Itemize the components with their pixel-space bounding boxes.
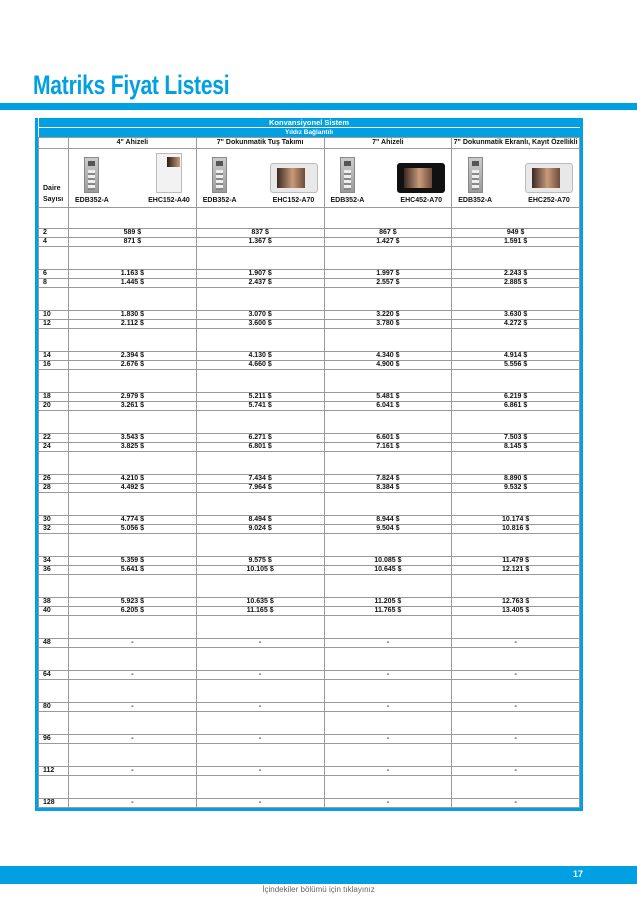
empty-cell — [196, 247, 324, 270]
empty-cell — [39, 680, 69, 703]
door-panel-image — [340, 157, 355, 193]
price-cell: 4.492 $ — [69, 484, 197, 493]
empty-cell — [196, 452, 324, 475]
empty-cell — [69, 680, 197, 703]
price-cell: - — [69, 703, 197, 712]
price-cell: - — [452, 703, 580, 712]
price-cell: 2.979 $ — [69, 393, 197, 402]
empty-cell — [39, 370, 69, 393]
empty-cell — [69, 329, 197, 352]
spacer-row — [39, 776, 580, 799]
unit-count: 48 — [39, 639, 69, 648]
price-cell: 7.964 $ — [196, 484, 324, 493]
monitor-image — [397, 163, 445, 193]
empty-cell — [452, 575, 580, 598]
price-cell: - — [324, 703, 452, 712]
price-cell: - — [69, 639, 197, 648]
spacer-row — [39, 247, 580, 270]
spacer-row — [39, 575, 580, 598]
table-row — [39, 320, 580, 329]
price-cell: - — [452, 671, 580, 680]
price-cell: 10.174 $ — [452, 516, 580, 525]
price-cell: 3.261 $ — [69, 402, 197, 411]
price-cell: 4.130 $ — [196, 352, 324, 361]
empty-cell — [324, 575, 452, 598]
row-header — [39, 149, 69, 208]
price-cell: 3.630 $ — [452, 311, 580, 320]
empty-cell — [452, 776, 580, 799]
price-cell: 2.112 $ — [69, 320, 197, 329]
price-cell: - — [69, 799, 197, 808]
unit-count: 2 — [39, 229, 69, 238]
price-cell: - — [452, 735, 580, 744]
empty-cell — [39, 247, 69, 270]
unit-count: 18 — [39, 393, 69, 402]
price-cell: 5.056 $ — [69, 525, 197, 534]
unit-count: 34 — [39, 557, 69, 566]
empty-cell — [324, 411, 452, 434]
empty-cell — [196, 493, 324, 516]
price-cell: 6.219 $ — [452, 393, 580, 402]
unit-count: 12 — [39, 320, 69, 329]
product-code: EDB352-A — [330, 197, 365, 204]
price-cell: 7.434 $ — [196, 475, 324, 484]
price-cell: - — [324, 671, 452, 680]
price-cell: 3.543 $ — [69, 434, 197, 443]
unit-count: 112 — [39, 767, 69, 776]
product-code: EDB352-A — [202, 197, 237, 204]
empty-cell — [324, 247, 452, 270]
empty-cell — [324, 288, 452, 311]
empty-cell — [196, 744, 324, 767]
price-cell: - — [324, 799, 452, 808]
door-panel-image — [84, 157, 99, 193]
empty-cell — [69, 411, 197, 434]
unit-count: 8 — [39, 279, 69, 288]
empty-cell — [196, 208, 324, 229]
spacer-row — [39, 534, 580, 557]
spacer-row — [39, 648, 580, 671]
unit-count: 30 — [39, 516, 69, 525]
empty-cell — [324, 648, 452, 671]
price-cell: - — [196, 799, 324, 808]
price-cell: 5.481 $ — [324, 393, 452, 402]
price-cell: 12.121 $ — [452, 566, 580, 575]
empty-cell — [452, 616, 580, 639]
empty-cell — [69, 776, 197, 799]
empty-cell — [196, 370, 324, 393]
price-cell: - — [196, 639, 324, 648]
empty-cell — [324, 370, 452, 393]
table-row — [39, 566, 580, 575]
price-cell: 4.900 $ — [324, 361, 452, 370]
toc-link[interactable]: İçindekiler bölümü için tıklayınız — [262, 885, 375, 894]
empty-cell — [196, 648, 324, 671]
table-row — [39, 475, 580, 484]
monitor-image — [270, 163, 318, 193]
empty-cell — [452, 370, 580, 393]
price-cell: - — [324, 639, 452, 648]
price-cell: 2.243 $ — [452, 270, 580, 279]
price-cell: 6.205 $ — [69, 607, 197, 616]
empty-cell — [324, 329, 452, 352]
empty-cell — [69, 208, 197, 229]
price-cell: 949 $ — [452, 229, 580, 238]
unit-count: 6 — [39, 270, 69, 279]
price-cell: 4.660 $ — [196, 361, 324, 370]
empty-cell — [69, 247, 197, 270]
price-cell: 1.367 $ — [196, 238, 324, 247]
price-cell: 11.165 $ — [196, 607, 324, 616]
corner-cell — [39, 138, 69, 149]
price-cell: 9.504 $ — [324, 525, 452, 534]
price-cell: 6.861 $ — [452, 402, 580, 411]
price-cell: - — [452, 767, 580, 776]
empty-cell — [324, 534, 452, 557]
table-row — [39, 229, 580, 238]
empty-cell — [39, 329, 69, 352]
price-cell: 1.830 $ — [69, 311, 197, 320]
price-cell: 589 $ — [69, 229, 197, 238]
price-cell: 5.741 $ — [196, 402, 324, 411]
empty-cell — [324, 712, 452, 735]
price-cell: 9.024 $ — [196, 525, 324, 534]
empty-cell — [452, 247, 580, 270]
empty-cell — [324, 493, 452, 516]
price-cell: - — [69, 767, 197, 776]
spacer-row — [39, 208, 580, 229]
empty-cell — [39, 712, 69, 735]
page-number: 17 — [572, 869, 583, 879]
price-cell: 4.774 $ — [69, 516, 197, 525]
table-row — [39, 671, 580, 680]
price-cell: 2.557 $ — [324, 279, 452, 288]
empty-cell — [452, 208, 580, 229]
table-row — [39, 311, 580, 320]
price-cell: 1.907 $ — [196, 270, 324, 279]
product-code: EHC152-A70 — [272, 197, 315, 204]
spacer-row — [39, 452, 580, 475]
product-code: EHC452-A70 — [400, 197, 443, 204]
price-cell: 1.163 $ — [69, 270, 197, 279]
price-cell: 10.105 $ — [196, 566, 324, 575]
row-header-line1: Daire — [43, 185, 61, 192]
empty-cell — [39, 648, 69, 671]
price-cell: 1.427 $ — [324, 238, 452, 247]
spacer-row — [39, 370, 580, 393]
price-cell: 5.359 $ — [69, 557, 197, 566]
handset-monitor-image — [156, 153, 182, 193]
price-cell: - — [324, 735, 452, 744]
unit-count: 26 — [39, 475, 69, 484]
unit-count: 28 — [39, 484, 69, 493]
price-cell: 11.765 $ — [324, 607, 452, 616]
unit-count: 22 — [39, 434, 69, 443]
table-row — [39, 598, 580, 607]
spacer-row — [39, 712, 580, 735]
price-cell: - — [196, 671, 324, 680]
price-cell: - — [196, 703, 324, 712]
empty-cell — [196, 329, 324, 352]
price-cell: 13.405 $ — [452, 607, 580, 616]
price-cell: 4.210 $ — [69, 475, 197, 484]
row-header-line2: Sayısı — [43, 196, 64, 203]
unit-count: 20 — [39, 402, 69, 411]
empty-cell — [452, 411, 580, 434]
empty-cell — [39, 776, 69, 799]
price-cell: 8.145 $ — [452, 443, 580, 452]
unit-count: 10 — [39, 311, 69, 320]
unit-count: 64 — [39, 671, 69, 680]
table-row — [39, 703, 580, 712]
empty-cell — [196, 575, 324, 598]
price-cell: 8.494 $ — [196, 516, 324, 525]
table-row — [39, 393, 580, 402]
unit-count: 128 — [39, 799, 69, 808]
unit-count: 14 — [39, 352, 69, 361]
unit-count: 4 — [39, 238, 69, 247]
empty-cell — [39, 493, 69, 516]
price-cell: 7.824 $ — [324, 475, 452, 484]
price-cell: 10.816 $ — [452, 525, 580, 534]
empty-cell — [324, 680, 452, 703]
table-row — [39, 639, 580, 648]
empty-cell — [324, 208, 452, 229]
bottom-bar — [0, 866, 637, 884]
price-cell: 5.641 $ — [69, 566, 197, 575]
empty-cell — [69, 744, 197, 767]
table-row — [39, 402, 580, 411]
price-cell: 2.676 $ — [69, 361, 197, 370]
price-cell: 837 $ — [196, 229, 324, 238]
table-row — [39, 443, 580, 452]
table-row — [39, 279, 580, 288]
door-panel-image — [468, 157, 483, 193]
empty-cell — [452, 493, 580, 516]
price-cell: 5.923 $ — [69, 598, 197, 607]
price-cell: 1.591 $ — [452, 238, 580, 247]
table-row — [39, 799, 580, 808]
empty-cell — [324, 616, 452, 639]
price-cell: 12.763 $ — [452, 598, 580, 607]
unit-count: 36 — [39, 566, 69, 575]
price-cell: 5.211 $ — [196, 393, 324, 402]
empty-cell — [452, 712, 580, 735]
price-cell: 3.600 $ — [196, 320, 324, 329]
empty-cell — [324, 744, 452, 767]
price-cell: 8.890 $ — [452, 475, 580, 484]
table-row — [39, 238, 580, 247]
product-code: EHC252-A70 — [528, 197, 570, 204]
door-panel-image — [212, 157, 227, 193]
empty-cell — [196, 680, 324, 703]
spacer-row — [39, 288, 580, 311]
empty-cell — [69, 648, 197, 671]
system-header: Konvansiyonel Sistem — [39, 118, 580, 128]
price-cell: 11.479 $ — [452, 557, 580, 566]
price-cell: 8.384 $ — [324, 484, 452, 493]
price-cell: 7.503 $ — [452, 434, 580, 443]
empty-cell — [69, 616, 197, 639]
table-row — [39, 735, 580, 744]
price-cell: 1.997 $ — [324, 270, 452, 279]
product-code: EDB352-A — [458, 197, 493, 204]
empty-cell — [39, 616, 69, 639]
price-cell: 6.041 $ — [324, 402, 452, 411]
table-row — [39, 767, 580, 776]
empty-cell — [196, 712, 324, 735]
price-cell: - — [69, 671, 197, 680]
unit-count: 16 — [39, 361, 69, 370]
empty-cell — [196, 288, 324, 311]
price-cell: 3.220 $ — [324, 311, 452, 320]
group-header: 4" Ahizeli — [69, 138, 197, 149]
empty-cell — [39, 575, 69, 598]
empty-cell — [69, 452, 197, 475]
unit-count: 80 — [39, 703, 69, 712]
price-cell: 871 $ — [69, 238, 197, 247]
price-cell: 10.635 $ — [196, 598, 324, 607]
spacer-row — [39, 680, 580, 703]
empty-cell — [69, 493, 197, 516]
empty-cell — [39, 452, 69, 475]
empty-cell — [39, 744, 69, 767]
monitor-image — [525, 163, 573, 193]
empty-cell — [196, 534, 324, 557]
price-cell: 2.885 $ — [452, 279, 580, 288]
product-code: EDB352-A — [75, 197, 109, 204]
top-accent-bar — [0, 103, 637, 110]
empty-cell — [69, 534, 197, 557]
price-cell: 7.161 $ — [324, 443, 452, 452]
empty-cell — [69, 575, 197, 598]
price-cell: 2.394 $ — [69, 352, 197, 361]
price-cell: - — [196, 735, 324, 744]
group-header: 7" Dokunmatik Ekranlı, Kayıt Özellikli — [452, 138, 580, 149]
table-row — [39, 484, 580, 493]
price-cell: 4.340 $ — [324, 352, 452, 361]
unit-count: 40 — [39, 607, 69, 616]
price-table — [35, 118, 583, 811]
price-cell: 9.575 $ — [196, 557, 324, 566]
empty-cell — [39, 411, 69, 434]
table-row — [39, 361, 580, 370]
empty-cell — [452, 680, 580, 703]
price-cell: - — [69, 735, 197, 744]
table-row — [39, 607, 580, 616]
price-cell: - — [452, 799, 580, 808]
page-title: Matriks Fiyat Listesi — [33, 70, 230, 100]
empty-cell — [452, 534, 580, 557]
price-cell: 6.801 $ — [196, 443, 324, 452]
group-header: 7" Dokunmatik Tuş Takımı — [196, 138, 324, 149]
table-row — [39, 352, 580, 361]
empty-cell — [452, 288, 580, 311]
unit-count: 38 — [39, 598, 69, 607]
price-cell: 6.271 $ — [196, 434, 324, 443]
spacer-row — [39, 329, 580, 352]
price-cell: - — [324, 767, 452, 776]
price-cell: 2.437 $ — [196, 279, 324, 288]
empty-cell — [39, 208, 69, 229]
empty-cell — [69, 288, 197, 311]
price-cell: 10.645 $ — [324, 566, 452, 575]
price-cell: 8.944 $ — [324, 516, 452, 525]
empty-cell — [452, 744, 580, 767]
product-code: EHC152-A40 — [148, 197, 190, 204]
table-row — [39, 434, 580, 443]
spacer-row — [39, 616, 580, 639]
spacer-row — [39, 744, 580, 767]
price-cell: 3.825 $ — [69, 443, 197, 452]
empty-cell — [196, 411, 324, 434]
table-row — [39, 516, 580, 525]
empty-cell — [452, 648, 580, 671]
price-cell: 9.532 $ — [452, 484, 580, 493]
connection-header: Yıldız Bağlantılı — [39, 128, 580, 138]
empty-cell — [452, 452, 580, 475]
price-cell: 10.085 $ — [324, 557, 452, 566]
price-cell: - — [452, 639, 580, 648]
price-cell: 11.205 $ — [324, 598, 452, 607]
price-cell: 6.601 $ — [324, 434, 452, 443]
spacer-row — [39, 411, 580, 434]
empty-cell — [196, 616, 324, 639]
unit-count: 24 — [39, 443, 69, 452]
empty-cell — [39, 288, 69, 311]
price-cell: 4.914 $ — [452, 352, 580, 361]
group-header: 7" Ahizeli — [324, 138, 452, 149]
price-cell: 867 $ — [324, 229, 452, 238]
price-cell: 5.556 $ — [452, 361, 580, 370]
table-row — [39, 525, 580, 534]
table-row — [39, 270, 580, 279]
price-cell: 3.070 $ — [196, 311, 324, 320]
empty-cell — [324, 776, 452, 799]
spacer-row — [39, 493, 580, 516]
price-cell: 1.445 $ — [69, 279, 197, 288]
empty-cell — [452, 329, 580, 352]
price-cell: 4.272 $ — [452, 320, 580, 329]
unit-count: 32 — [39, 525, 69, 534]
empty-cell — [39, 534, 69, 557]
unit-count: 96 — [39, 735, 69, 744]
empty-cell — [196, 776, 324, 799]
empty-cell — [69, 712, 197, 735]
price-cell: 3.780 $ — [324, 320, 452, 329]
empty-cell — [69, 370, 197, 393]
table-row — [39, 557, 580, 566]
empty-cell — [324, 452, 452, 475]
price-cell: - — [196, 767, 324, 776]
